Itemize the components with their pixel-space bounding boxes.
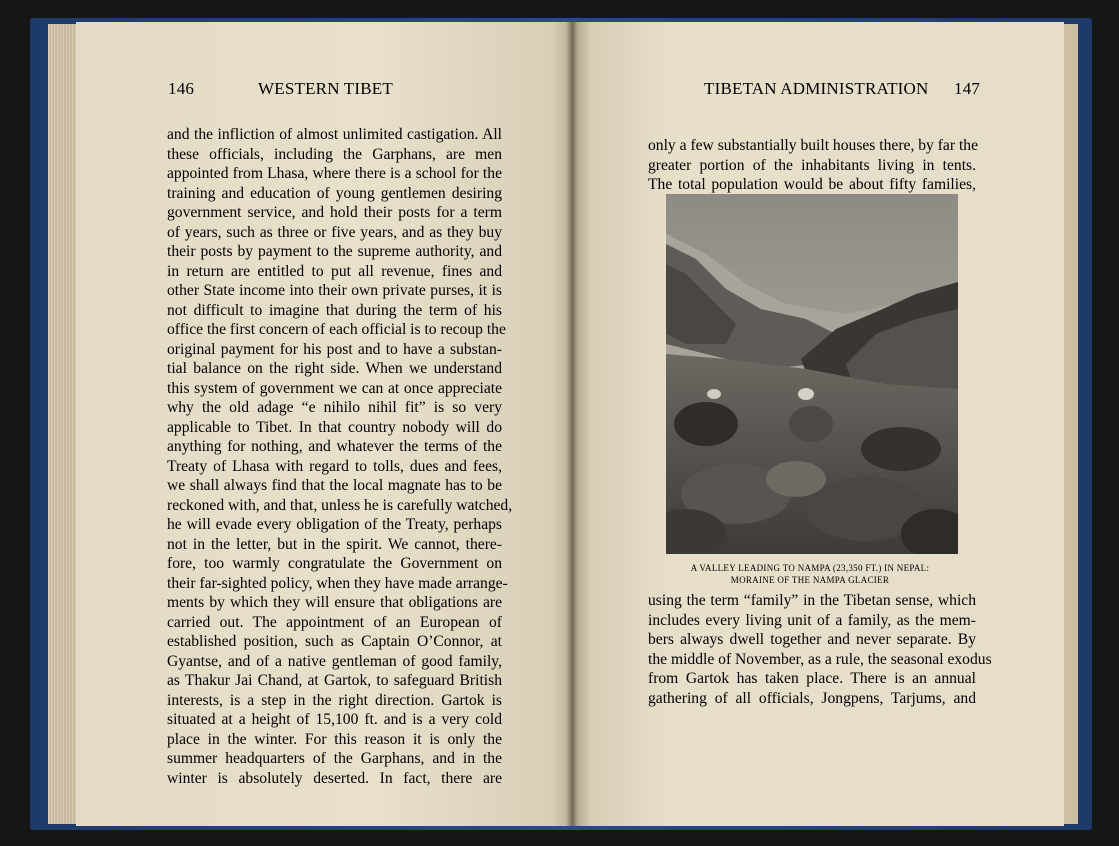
text-line: these officials, including the Garphans, are men <box>167 145 502 163</box>
text-line: interests, is a step in the right direction. Gartok is <box>167 691 502 709</box>
text-line: only a few substantially built houses there, by far the <box>648 137 978 154</box>
text-line: situated at a height of 15,100 ft. and is a very cold <box>167 711 502 728</box>
text-line: why the old adage “e nihilo nihil fit” is so very <box>167 399 502 416</box>
right-top-body-text <box>648 136 976 195</box>
text-line: carried out. The appointment of an European of <box>167 613 502 631</box>
page-edges-right <box>1064 24 1078 824</box>
text-line: from Gartok has taken place. There is an annual <box>648 670 976 687</box>
text-line: established position, such as Captain O’Connor, at <box>167 633 502 650</box>
text-line: bers always dwell together and never separate. By <box>648 631 976 648</box>
text-line: includes every living unit of a family, as the mem- <box>648 611 976 629</box>
text-line: original payment for his post and to have a substan- <box>167 340 502 358</box>
text-line: The total population would be about fifty families, <box>648 176 976 193</box>
right-running-head: TIBETAN ADMINISTRATION <box>704 79 929 98</box>
glacier-valley-photo <box>666 194 958 554</box>
left-page-number: 146 <box>168 79 195 98</box>
text-line: not in the letter, but in the spirit. We cannot, there- <box>167 535 502 553</box>
text-line: anything for nothing, and whatever the terms of the <box>167 438 502 455</box>
text-line: as Thakur Jai Chand, at Gartok, to safeguard British <box>167 672 502 689</box>
text-line: office the first concern of each official is to recoup the <box>167 321 506 338</box>
text-line: we shall always find that the local magnate has to be <box>167 477 502 494</box>
text-line: other State income into their own private purses, it is <box>167 282 502 299</box>
text-line: greater portion of the inhabitants living in tents. <box>648 156 976 174</box>
text-line: of years, such as three or five years, and as they buy <box>167 223 502 241</box>
text-line: not difficult to imagine that during the term of his <box>167 301 502 319</box>
page-edges-left <box>48 24 78 824</box>
text-line: appointed from Lhasa, where there is a school for the <box>167 165 502 182</box>
text-line: the middle of November, as a rule, the seasonal exodus <box>648 650 992 668</box>
text-line: government service, and hold their posts for a term <box>167 204 502 221</box>
text-line: Treaty of Lhasa with regard to tolls, dues and fees, <box>167 457 502 475</box>
text-line: fore, too warmly congratulate the Government on <box>167 555 502 572</box>
caption-line: A VALLEY LEADING TO NAMPA (23,350 FT.) IN NEPAL: <box>690 563 930 573</box>
left-running-head: WESTERN TIBET <box>258 79 393 98</box>
text-line: tial balance on the right side. When we understand <box>167 360 502 377</box>
photo-caption <box>640 562 980 586</box>
text-line: using the term “family” in the Tibetan sense, which <box>648 592 976 609</box>
text-line: summer headquarters of the Garphans, and in the <box>167 750 502 767</box>
caption-line: MORAINE OF THE NAMPA GLACIER <box>730 575 890 585</box>
text-line: gathering of all officials, Jongpens, Tarjums, and <box>648 689 976 707</box>
text-line: and the infliction of almost unlimited castigation. All <box>167 126 502 143</box>
text-line: their far-sighted policy, when they have made arrange- <box>167 574 508 592</box>
left-body-text <box>167 125 513 788</box>
text-line: ments by which they will ensure that obligations are <box>167 594 502 611</box>
text-line: applicable to Tibet. In that country nobody will do <box>167 418 502 436</box>
right-bottom-body-text <box>648 591 992 708</box>
text-line: this system of government we can at once appreciate <box>167 379 502 397</box>
text-line: in return are entitled to put all revenue, fines and <box>167 262 502 280</box>
text-line: Gyantse, and of a native gentleman of good family, <box>167 652 502 670</box>
text-line: training and education of young gentlemen desiring <box>167 184 502 202</box>
book-gutter <box>566 22 578 826</box>
text-line: he will evade every obligation of the Treaty, perhaps <box>167 516 502 533</box>
right-page-number: 147 <box>954 79 981 98</box>
text-line: their posts by payment to the supreme authority, and <box>167 243 502 260</box>
text-line: winter is absolutely deserted. In fact, there are <box>167 769 502 787</box>
text-line: reckoned with, and that, unless he is carefully watched, <box>167 496 513 514</box>
text-line: place in the winter. For this reason it is only the <box>167 730 502 748</box>
